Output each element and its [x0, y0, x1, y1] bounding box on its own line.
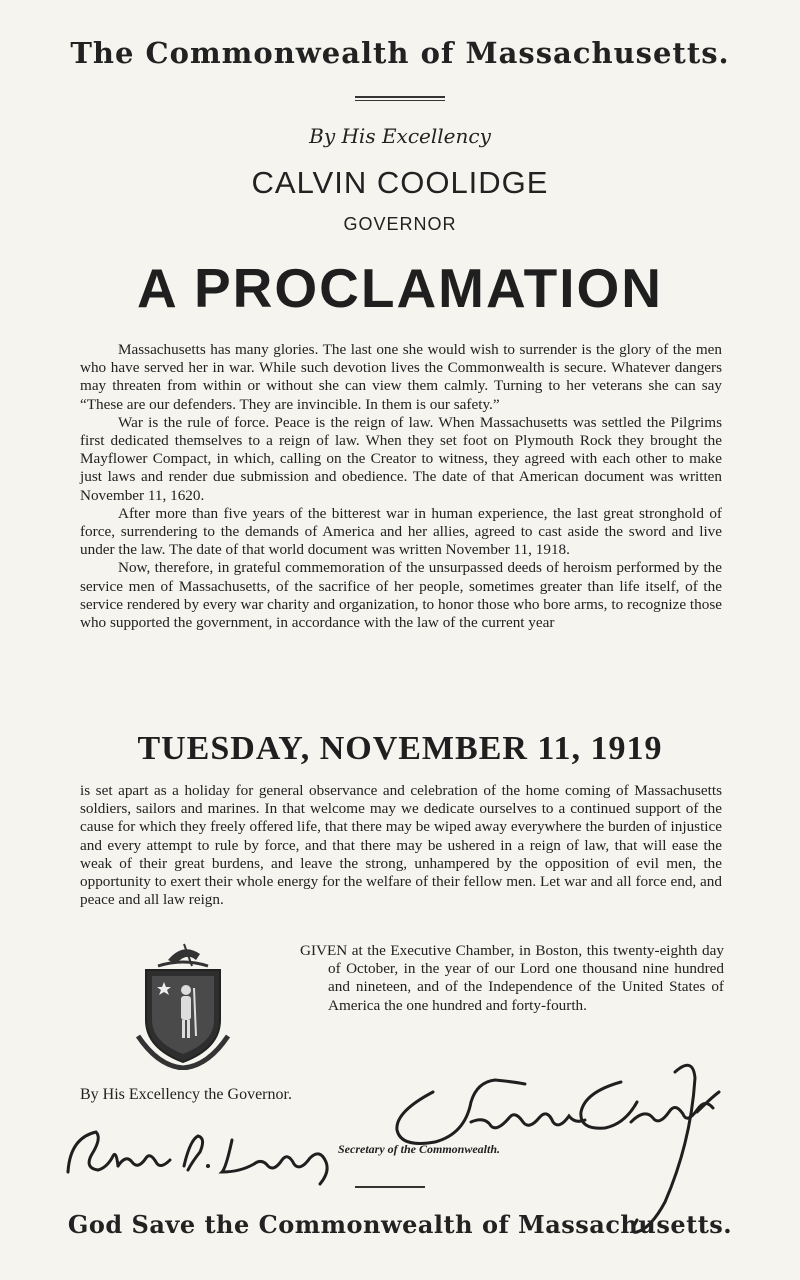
closing-paragraph: is set apart as a holiday for general observance and celebration of the home coming of Massachusetts soldiers, sailors and marines. In that welcome may we dedicate ourselves to a continued support of the cause for which they freely offered life, that there may be wiped away everywhere the burden of injustice and every attempt to rule by force, and that there may be ushered in a reign of law, that will ease the weak of their great burdens, and leave the strong, unhampered by the opposition of evil men, the opportunity to exert their whole energy for the welfare of their fellow men. Let war and all force end, and peace and all law reign.: [80, 782, 722, 909]
proclamation-heading: A PROCLAMATION: [136, 257, 663, 319]
secretary-signature-icon: [62, 1118, 342, 1188]
body-paragraph-2: War is the rule of force. Peace is the reign of law. When Massachusetts was settled the Pilgrims first dedicated themselves to a reign of law. When they set foot on Plymouth Rock they brought the Mayflower Compact, in which, calling on the Creator to witness, they agreed with each other to make just laws and render due submission and obedience. The date of that American document was written November 11, 1620.: [80, 413, 722, 504]
footer-title: God Save the Commonwealth of Massachusetts.: [67, 1210, 733, 1239]
governor-name: CALVIN COOLIDGE: [251, 165, 549, 200]
header-title: The Commonwealth of Massachusetts.: [70, 36, 730, 70]
by-his-excellency: By His Excellency: [309, 124, 491, 148]
body-paragraph-3: After more than five years of the bitterest war in human experience, the last great stronghold of force, surrendering to the demands of America and her allies, agreed to cast aside the sword and live under the law. The date of that world document was written November 11, 1918.: [80, 504, 722, 559]
proclamation-body: [80, 341, 722, 632]
header-divider: [355, 96, 445, 101]
state-seal-icon: [128, 940, 238, 1070]
footer-divider: [355, 1186, 425, 1188]
secretary-title: Secretary of the Commonwealth.: [338, 1142, 500, 1156]
given-statement: GIVEN at the Executive Chamber, in Boston, this twenty-eighth day of October, in the year of our Lord one thousand nine hundred and nineteen, and of the Independence of the United States of America the one hundred and forty-fourth.: [300, 942, 724, 1014]
governor-title: GOVERNOR: [343, 214, 457, 234]
body-paragraph-1: Massachusetts has many glories. The last one she would wish to surrender is the glory of the men who have served her in war. While such devotion lives the Commonwealth is secure. Whatever dangers may threaten from within or without she can view them calmly. Turning to her veterans she can say “These are our defenders. They are invincible. In them is our safety.”: [80, 341, 722, 413]
holiday-date-heading: TUESDAY, NOVEMBER 11, 1919: [137, 730, 663, 767]
body-paragraph-4: Now, therefore, in grateful commemoration of the unsurpassed deeds of heroism performed by the service men of Massachusetts, of the sacrifice of her people, sometimes greater than life itself, of the service rendered by every war charity and organization, to honor those who bore arms, to recognize those who supported the government, in accordance with the law of the current year: [80, 559, 722, 632]
closing-body: [80, 782, 722, 909]
by-governor-line: By His Excellency the Governor.: [80, 1086, 292, 1103]
